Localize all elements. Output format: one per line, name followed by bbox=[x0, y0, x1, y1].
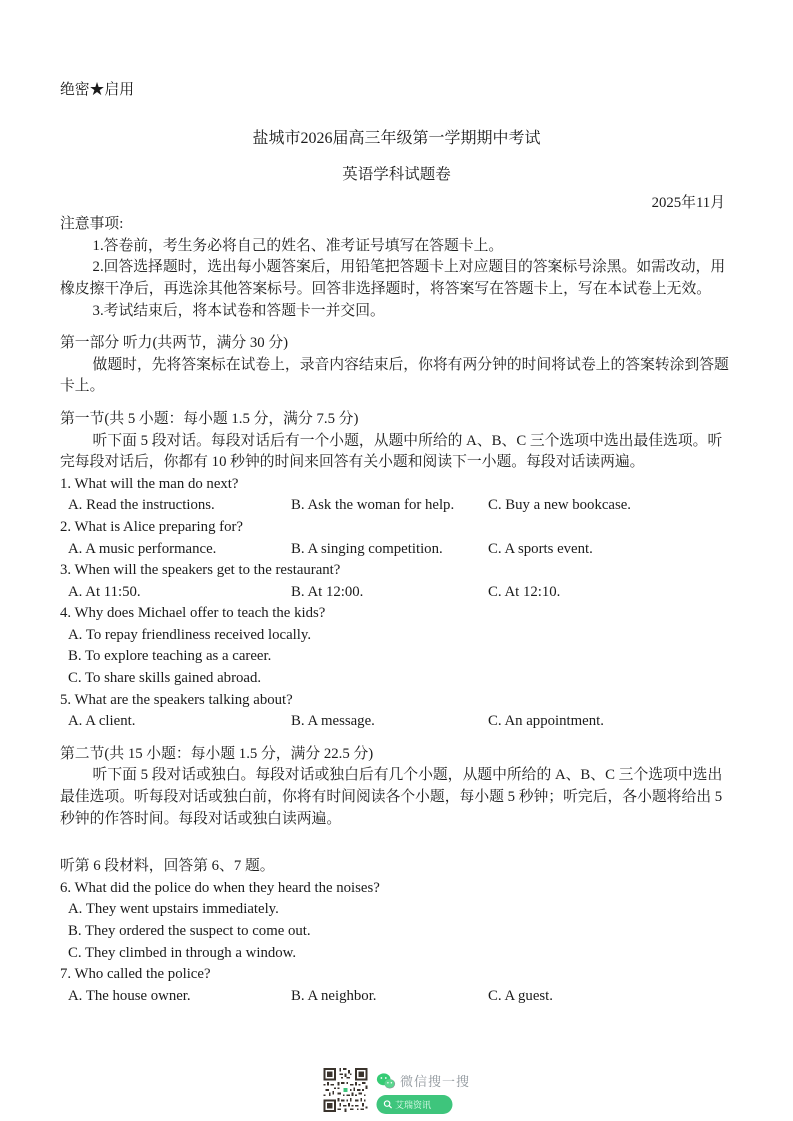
option-c: C. A guest. bbox=[488, 987, 553, 1004]
account-search-pill bbox=[376, 1095, 452, 1114]
question-5-options bbox=[60, 711, 733, 733]
question-2-options bbox=[60, 539, 733, 561]
option-b: B. They ordered the suspect to come out. bbox=[68, 923, 311, 939]
wechat-watermark bbox=[323, 1068, 470, 1114]
question-4-options bbox=[60, 625, 733, 690]
question-7 bbox=[60, 964, 733, 1007]
part1-heading: 第一部分 听力(共两节，满分 30 分) bbox=[60, 335, 289, 352]
classification-label: 绝密★启用 bbox=[60, 82, 134, 98]
option-b: B. A neighbor. bbox=[291, 987, 377, 1004]
search-icon bbox=[383, 1100, 392, 1109]
question-6 bbox=[60, 878, 733, 964]
question-7-text: 7. Who called the police? bbox=[60, 966, 211, 983]
option-a: A. The house owner. bbox=[68, 987, 191, 1004]
question-3-options bbox=[60, 582, 733, 604]
notice-section bbox=[60, 214, 733, 322]
option-a: A. A client. bbox=[68, 713, 136, 730]
question-4 bbox=[60, 603, 733, 689]
question-1 bbox=[60, 474, 733, 517]
option-b: B. A message. bbox=[291, 713, 375, 730]
option-c: C. Buy a new bookcase. bbox=[488, 497, 632, 514]
question-6-options bbox=[60, 899, 733, 964]
section2 bbox=[60, 744, 733, 830]
material-6 bbox=[60, 856, 733, 1007]
exam-date: 2025年11月 bbox=[651, 194, 725, 211]
wechat-search-widget bbox=[376, 1068, 470, 1114]
section1-heading: 第一节(共 5 小题：每小题 1.5 分，满分 7.5 分) bbox=[60, 410, 359, 427]
part1-section bbox=[60, 333, 733, 398]
question-1-text: 1. What will the man do next? bbox=[60, 475, 239, 492]
wechat-search-row bbox=[376, 1071, 470, 1090]
question-5-text: 5. What are the speakers talking about? bbox=[60, 691, 293, 708]
notice-item-2: 2.回答选择题时，选出每小题答案后，用铅笔把答题卡上对应题目的答案标号涂黑。如需改动，用橡皮擦干净后，再选涂其他答案标号。回答非选择题时，将答案写在答题卡上，写在本试卷上无效。 bbox=[60, 259, 726, 297]
option-b: B. To explore teaching as a career. bbox=[68, 648, 272, 665]
option-a: A. At 11:50. bbox=[68, 583, 141, 600]
exam-subtitle: 英语学科试题卷 bbox=[342, 165, 451, 183]
question-7-options bbox=[60, 986, 733, 1008]
wechat-search-label: 微信搜一搜 bbox=[399, 1074, 471, 1089]
question-2 bbox=[60, 517, 733, 560]
notice-heading: 注意事项: bbox=[60, 216, 124, 233]
account-name: 艾瑞资讯 bbox=[394, 1099, 432, 1110]
material-6-lead: 听第 6 段材料，回答第 6、7 题。 bbox=[60, 858, 275, 875]
section1-intro: 听下面 5 段对话。每段对话后有一个小题，从题中所给的 A、B、C 三个选项中选出最佳选项。听完每段对话后，你都有 10 秒钟的时间来回答有关小题和阅读下一小题。每段对话读两遍。 bbox=[60, 432, 723, 471]
question-3-text: 3. When will the speakers get to the restaurant? bbox=[60, 562, 341, 579]
option-b: B. A singing competition. bbox=[291, 540, 443, 557]
question-4-text: 4. Why does Michael offer to teach the kids? bbox=[60, 605, 326, 622]
option-c: C. At 12:10. bbox=[488, 583, 561, 600]
question-6-text: 6. What did the police do when they heard the noises? bbox=[60, 879, 380, 896]
option-c: C. They climbed in through a window. bbox=[68, 944, 297, 961]
section2-intro: 听下面 5 段对话或独白。每段对话或独白后有几个小题，从题中所给的 A、B、C 三个选项中选出最佳选项。听每段对话或独白前，你将有时间阅读各个小题，每小题 5 秒钟；听完后，各小题将给出 5 秒钟的作答时间。每段对话或独白读两遍。 bbox=[60, 767, 723, 827]
option-c: C. A sports event. bbox=[488, 540, 593, 557]
option-a: A. A music performance. bbox=[68, 540, 217, 557]
option-b: B. Ask the woman for help. bbox=[291, 497, 455, 514]
wechat-icon bbox=[376, 1073, 395, 1089]
option-c: C. To share skills gained abroad. bbox=[68, 670, 262, 687]
question-3 bbox=[60, 560, 733, 603]
question-1-options bbox=[60, 495, 733, 517]
qr-code-icon bbox=[323, 1068, 367, 1112]
option-b: B. At 12:00. bbox=[291, 583, 364, 600]
question-5 bbox=[60, 690, 733, 733]
section2-heading: 第二节(共 15 小题：每小题 1.5 分，满分 22.5 分) bbox=[60, 745, 374, 762]
question-2-text: 2. What is Alice preparing for? bbox=[60, 518, 243, 535]
option-a: A. They went upstairs immediately. bbox=[68, 901, 279, 918]
exam-title: 盐城市2026届高三年级第一学期期中考试 bbox=[252, 129, 541, 147]
option-a: A. Read the instructions. bbox=[68, 497, 215, 514]
notice-item-3: 3.考试结束后，将本试卷和答题卡一并交回。 bbox=[92, 302, 385, 319]
option-a: A. To repay friendliness received locally. bbox=[68, 626, 312, 643]
part1-intro: 做题时，先将答案标在试卷上，录音内容结束后，你将有两分钟的时间将试卷上的答案转涂到答题卡上。 bbox=[60, 356, 729, 395]
notice-item-1: 1.答卷前，考生务必将自己的姓名、准考证号填写在答题卡上。 bbox=[92, 237, 504, 254]
option-c: C. An appointment. bbox=[488, 713, 604, 730]
section1 bbox=[60, 409, 733, 733]
